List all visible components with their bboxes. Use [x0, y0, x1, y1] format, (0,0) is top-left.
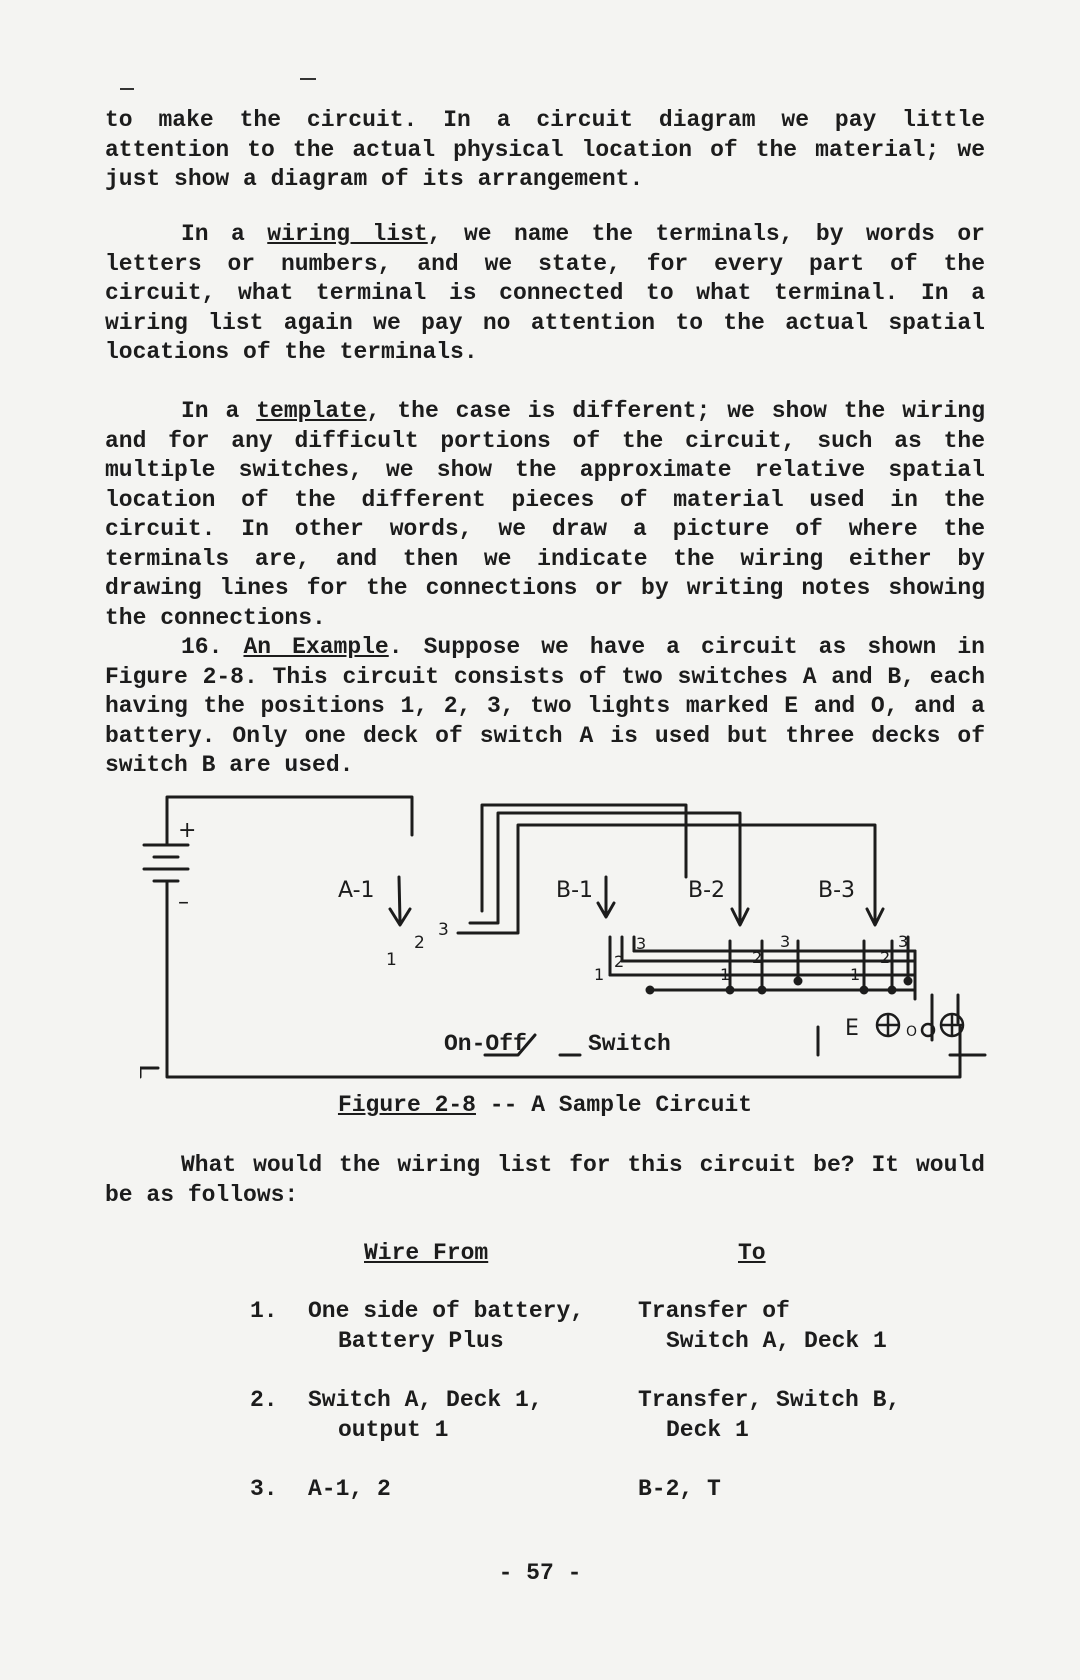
- on-off-label: On-Off: [444, 1031, 527, 1057]
- switch-b1-pos-1: 1: [594, 965, 605, 984]
- switch-b3-pos-2: 2: [880, 948, 891, 967]
- battery-symbol: [144, 845, 188, 881]
- wire-battery-plus: [167, 797, 412, 845]
- label-b3: B-3: [818, 878, 856, 903]
- scan-mark: [300, 78, 316, 80]
- term-template: template: [256, 398, 367, 424]
- connection-dots: [646, 977, 913, 995]
- term-wiring-list: wiring list: [267, 221, 428, 247]
- paragraph-2: In a wiring list, we name the terminals, by words or letters or numbers, and we state, for every part of the circuit, what terminal is connected to what terminal. In a wiring list again we pay no attention to the actual spatial locations of the terminals.: [105, 221, 985, 365]
- label-b2: B-2: [688, 878, 726, 903]
- battery-minus-label: –: [178, 890, 189, 915]
- label-b1: B-1: [556, 878, 594, 903]
- wiring-list-header-to: To: [738, 1240, 766, 1266]
- switch-b2-pos-3: 3: [780, 932, 791, 951]
- scan-mark: [120, 88, 134, 90]
- switch-a-pos-2: 2: [414, 933, 425, 953]
- wiring-list-header-from: Wire From: [364, 1240, 489, 1266]
- switch-b3-pos-3: 3: [898, 932, 909, 951]
- switch-a-pos-1: 1: [386, 950, 397, 970]
- switch-a-pos-3: 3: [438, 920, 449, 940]
- switch-b1-pos-2: 2: [614, 952, 625, 971]
- switch-b2-pos-2: 2: [752, 948, 763, 967]
- document-page: to make the circuit. In a circuit diagram we pay little attention to the actual physical location of the material; we just show a diagram of its arrangement. In a wiring list, we name the terminals, by words or letters or numbers, and we state, for every part of the circuit, what terminal is connected to what terminal. In a wiring list again we pay no attention to the actual spatial locations of the terminals. In a template, the case is different; we show the wiring and for any difficult portions of the circuit, such as the multiple switches, we show the approximate relative spatial location of the different pieces of material used in the circuit. In other words, we draw a picture of where the terminals are, and then we indicate the wiring either by drawing lines for the connections or by writing notes showing the connections. 16. An Example. Suppose we have a circuit as shown in Figure 2-8. This circuit consists of two switches A and B, each having the positions 1, 2, 3, two lights marked E and O, and a battery. Only one deck of switch A is used but three decks of switch B are used. + – A-1 B-1 B-2 B-3 1 2 3 1 2 3 1 2 3 1 2 3 E O On-Off Switch Figure 2-8 -- A Sample Circuit What would the wiring list for this circuit be? It would be as follows: Wire From To 1. One side of battery, Battery Plus Transfer of Switch A, Deck 1 2. Switch A, Deck 1, output 1 Transfer, Switch B, Deck 1 3. A-1, 2 B-2, T - 57 -: [0, 0, 1080, 1680]
- circuit-diagram: [140, 785, 1000, 1125]
- switch-a-wiper: [399, 877, 400, 921]
- light-o-label: O: [906, 1024, 918, 1040]
- paragraph-4: 16. An Example. Suppose we have a circuit as shown in Figure 2-8. This circuit consists of two switches A and B, each having the positions 1, 2, 3, two lights marked E and O, and a battery. Only one deck of switch A is used but three decks of switch B are used.: [105, 634, 985, 778]
- light-e-label: E: [845, 1016, 859, 1041]
- paragraph-1: to make the circuit. In a circuit diagram we pay little attention to the actual physical location of the material; we just show a diagram of its arrangement.: [105, 107, 985, 192]
- wire-a3-b3: [458, 825, 875, 933]
- paragraph-3: In a template, the case is different; we show the wiring and for any difficult portions of the circuit, such as the multiple switches, we show the approximate relative spatial location of the different pieces of material used in the circuit. In other words, we draw a picture of where the terminals are, and then we indicate the wiring either by drawing lines for the connections or by writing notes showing the connections.: [105, 398, 986, 631]
- label-a1: A-1: [338, 878, 375, 903]
- section-title: An Example: [243, 634, 389, 660]
- switch-label: Switch: [588, 1031, 671, 1057]
- figure-caption-ref: Figure 2-8: [337, 1092, 476, 1118]
- wire-battery-minus: [167, 881, 960, 1077]
- circuit-figure: [140, 785, 1000, 1125]
- battery-plus-label: +: [178, 818, 197, 843]
- switch-b3-pos-1: 1: [850, 965, 861, 984]
- figure-caption: Figure 2-8 -- A Sample Circuit: [337, 1092, 753, 1118]
- question-paragraph: What would the wiring list for this circuit be? It would be as follows:: [105, 1152, 985, 1208]
- lights: [877, 1014, 963, 1036]
- switch-b2-pos-1: 1: [720, 965, 731, 984]
- page-number: - 57 -: [498, 1560, 582, 1586]
- switch-b1-pos-3: 3: [636, 934, 647, 953]
